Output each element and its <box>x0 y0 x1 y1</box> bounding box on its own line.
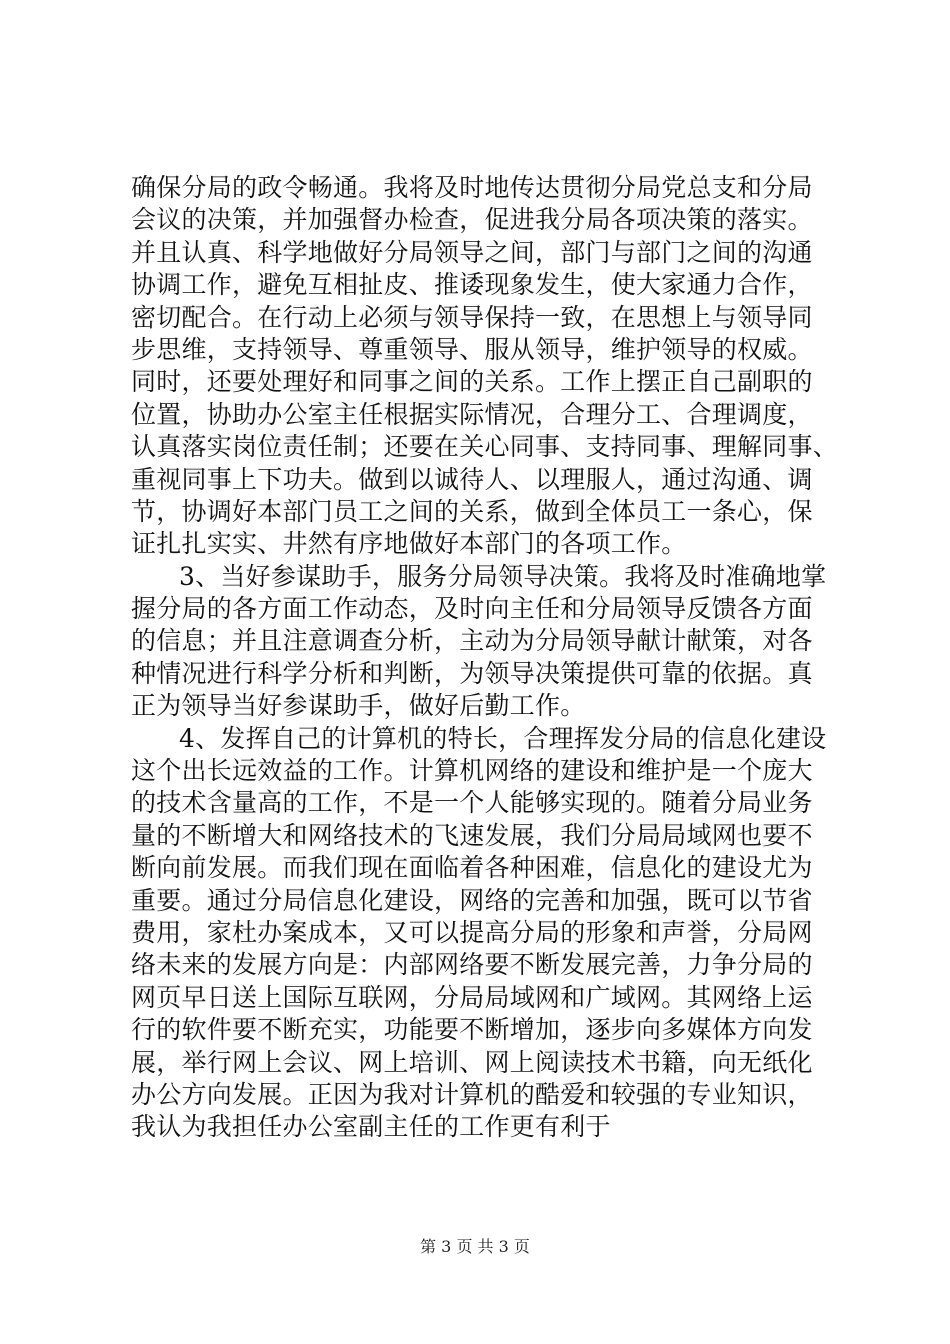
text-line: 协调工作，避免互相扯皮、推诿现象发生，使大家通力合作， <box>131 270 813 300</box>
document-body <box>131 172 839 1144</box>
text-line: 我认为我担任办公室副主任的工作更有利于 <box>131 1112 611 1142</box>
text-line: 费用，家杜办案成本，又可以提高分局的形象和声誉，分局网 <box>131 917 813 947</box>
text-line: 位置，协助办公室主任根据实际情况，合理分工、合理调度， <box>131 399 813 429</box>
text-line: 量的不断增大和网络技术的飞速发展，我们分局局域网也要不 <box>131 820 813 850</box>
text-line: 步思维，支持领导、尊重领导、服从领导，维护领导的权威。 <box>131 334 813 364</box>
text-line: 重视同事上下功夫。做到以诚待人、以理服人，通过沟通、调 <box>131 464 813 494</box>
text-line: 节，协调好本部门员工之间的关系，做到全体员工一条心，保 <box>131 496 813 526</box>
text-line: 认真落实岗位责任制；还要在关心同事、支持同事、理解同事、 <box>131 432 839 462</box>
text-line: 这个出长远效益的工作。计算机网络的建设和维护是一个庞大 <box>131 756 813 786</box>
text-line: 证扎扎实实、井然有序地做好本部门的各项工作。 <box>131 529 687 559</box>
paragraph-start-line: 3、当好参谋助手，服务分局领导决策。我将及时准确地掌 <box>179 561 827 591</box>
text-line: 行的软件要不断充实，功能要不断增加，逐步向多媒体方向发 <box>131 1015 813 1045</box>
text-line: 络未来的发展方向是：内部网络要不断发展完善，力争分局的 <box>131 950 813 980</box>
text-line: 确保分局的政令畅通。我将及时地传达贯彻分局党总支和分局 <box>131 173 813 202</box>
text-line: 的技术含量高的工作，不是一个人能够实现的。随着分局业务 <box>131 788 813 818</box>
text-line: 的信息；并且注意调查分析，主动为分局领导献计献策，对各 <box>131 626 813 656</box>
page-number-label: 第 3 页 共 3 页 <box>420 1237 530 1256</box>
text-line: 密切配合。在行动上必须与领导保持一致，在思想上与领导同 <box>131 302 813 332</box>
text-line: 会议的决策，并加强督办检查，促进我分局各项决策的落实。 <box>131 205 813 235</box>
text-line: 并且认真、科学地做好分局领导之间，部门与部门之间的沟通 <box>131 237 813 267</box>
text-line: 网页早日送上国际互联网，分局局域网和广域网。其网络上运 <box>131 982 813 1012</box>
text-line: 展，举行网上会议、网上培训、网上阅读技术书籍，向无纸化 <box>131 1047 813 1077</box>
page-footer <box>0 1237 950 1257</box>
text-line: 办公方向发展。正因为我对计算机的酷爱和较强的专业知识， <box>131 1079 813 1109</box>
text-line: 正为领导当好参谋助手，做好后勤工作。 <box>131 691 586 721</box>
text-line: 断向前发展。而我们现在面临着各种困难，信息化的建设尤为 <box>131 853 813 883</box>
paragraph-start-line: 4、发挥自己的计算机的特长，合理挥发分局的信息化建设 <box>179 723 827 753</box>
text-line: 种情况进行科学分析和判断，为领导决策提供可靠的依据。真 <box>131 658 813 688</box>
text-line: 重要。通过分局信息化建设，网络的完善和加强，既可以节省 <box>131 885 813 915</box>
text-line: 同时，还要处理好和同事之间的关系。工作上摆正自己副职的 <box>131 367 813 397</box>
text-line: 握分局的各方面工作动态，及时向主任和分局领导反馈各方面 <box>131 594 813 624</box>
